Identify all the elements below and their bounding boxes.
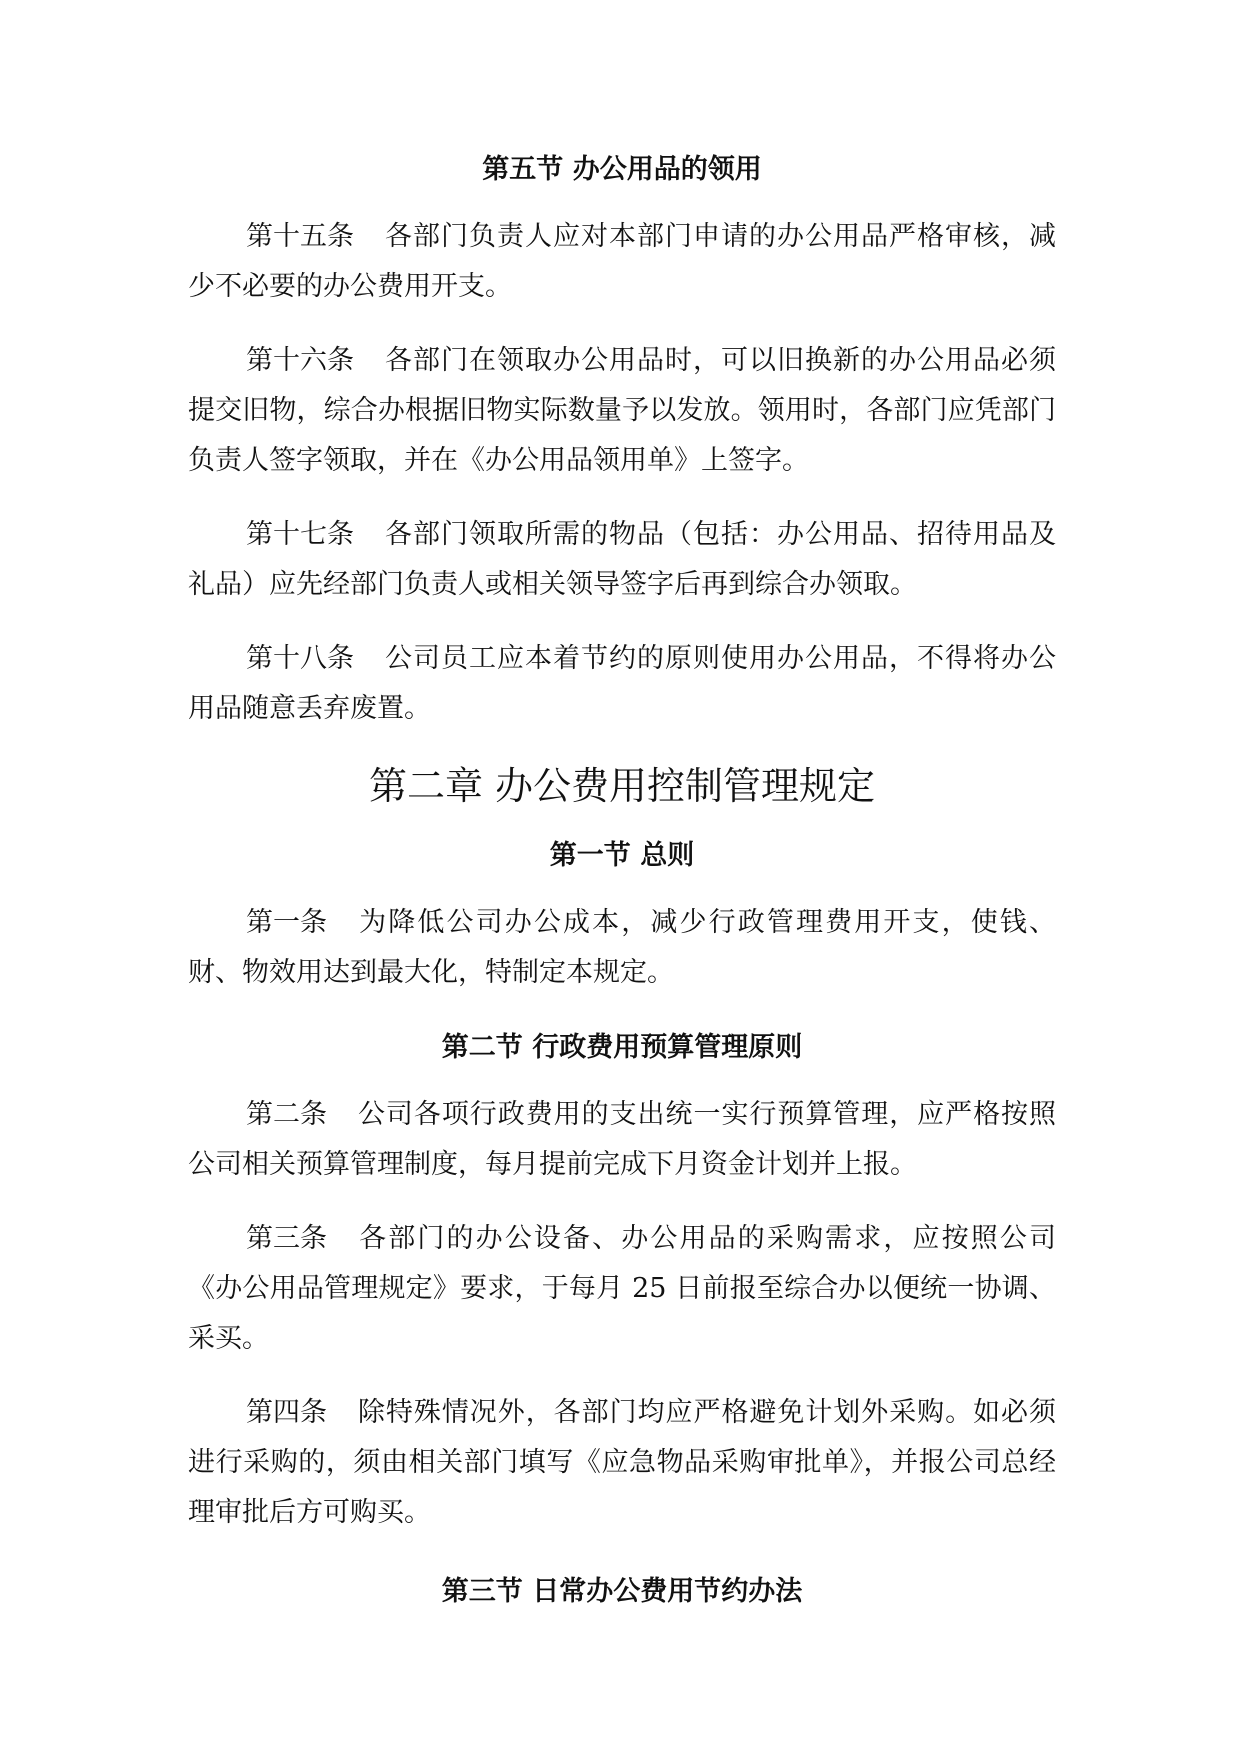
article-text: 除特殊情况外，各部门均应严格避免计划外采购。如必须进行采购的，须由相关部门填写《应急物品采购审批单》，并报公司总经理审批后方可购买。 <box>188 1397 1056 1528</box>
article-18 <box>188 634 1056 734</box>
section-title-2: 第二节 行政费用预算管理原则 <box>441 1032 803 1063</box>
article-2 <box>188 1090 1056 1190</box>
article-4 <box>188 1388 1056 1538</box>
article-number: 第四条 <box>246 1397 327 1428</box>
article-number: 第三条 <box>246 1223 327 1254</box>
article-16 <box>188 336 1056 486</box>
article-number: 第十六条 <box>246 345 354 376</box>
article-number: 第一条 <box>246 907 327 938</box>
article-number: 第二条 <box>246 1099 327 1130</box>
article-text: 为降低公司办公成本，减少行政管理费用开支，使钱、财、物效用达到最大化，特制定本规定。 <box>188 907 1056 988</box>
article-text: 各部门领取所需的物品（包括：办公用品、招待用品及礼品）应先经部门负责人或相关领导签字后再到综合办领取。 <box>188 519 1056 600</box>
article-15 <box>188 212 1056 312</box>
article-text: 公司员工应本着节约的原则使用办公用品，不得将办公用品随意丢弃废置。 <box>188 643 1056 724</box>
chapter-title-2: 第二章 办公费用控制管理规定 <box>368 764 876 808</box>
article-text: 公司各项行政费用的支出统一实行预算管理，应严格按照公司相关预算管理制度，每月提前完成下月资金计划并上报。 <box>188 1099 1056 1180</box>
article-1 <box>188 898 1056 998</box>
article-text: 各部门的办公设备、办公用品的采购需求，应按照公司《办公用品管理规定》要求，于每月 25 日前报至综合办以便统一协调、采买。 <box>188 1223 1056 1354</box>
article-3 <box>188 1214 1056 1364</box>
document-body <box>188 150 1056 1612</box>
section-title-1: 第一节 总则 <box>549 840 695 871</box>
section-title-3: 第三节 日常办公费用节约办法 <box>441 1576 803 1607</box>
article-number: 第十八条 <box>246 643 354 674</box>
article-number: 第十七条 <box>246 519 354 550</box>
article-17 <box>188 510 1056 610</box>
article-text: 各部门在领取办公用品时，可以旧换新的办公用品必须提交旧物，综合办根据旧物实际数量予以发放。领用时，各部门应凭部门负责人签字领取，并在《办公用品领用单》上签字。 <box>188 345 1056 476</box>
section-title-5: 第五节 办公用品的领用 <box>482 154 762 185</box>
article-text: 各部门负责人应对本部门申请的办公用品严格审核，减少不必要的办公费用开支。 <box>188 221 1056 302</box>
article-number: 第十五条 <box>246 221 354 252</box>
